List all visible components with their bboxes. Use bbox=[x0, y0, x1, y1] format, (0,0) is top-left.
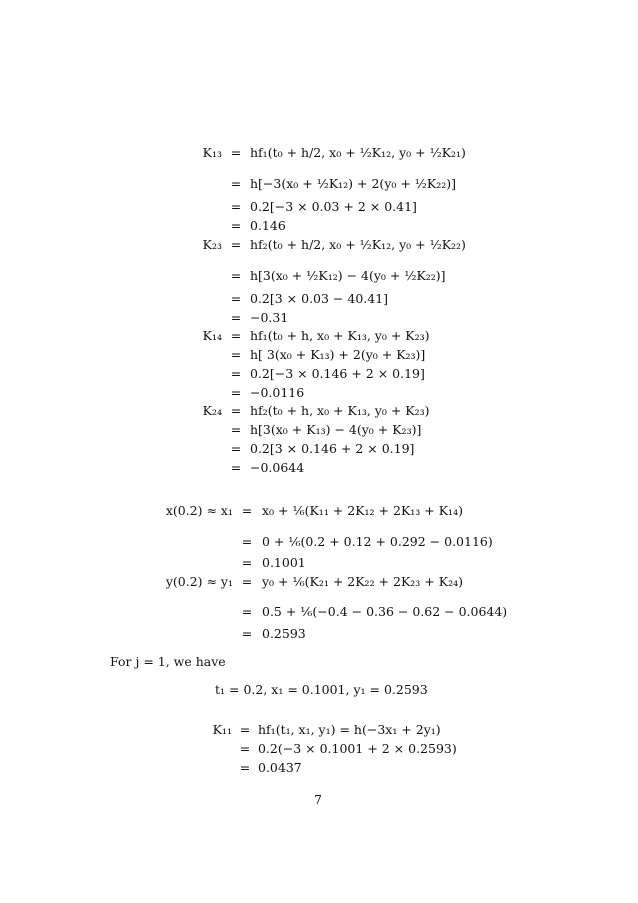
values-line: t₁ = 0.2, x₁ = 0.1001, y₁ = 0.2593 bbox=[215, 682, 428, 697]
equation-row-relation: = bbox=[230, 237, 242, 252]
result-row-relation: = bbox=[241, 555, 253, 570]
equation-row-lhs: K₂₄ bbox=[202, 403, 222, 418]
k11-row-rhs: hf₁(t₁, x₁, y₁) = h(−3x₁ + 2y₁) bbox=[258, 722, 441, 737]
page-number: 7 bbox=[314, 792, 322, 807]
equation-row-lhs: K₁₄ bbox=[202, 328, 222, 343]
equation-row-rhs: −0.0644 bbox=[250, 460, 305, 475]
equation-row-rhs: hf₁(t₀ + h, x₀ + K₁₃, y₀ + K₂₃) bbox=[250, 328, 430, 343]
equation-row-rhs: 0.2[−3 × 0.146 + 2 × 0.19] bbox=[250, 366, 425, 381]
result-row-rhs: 0 + ⅙(0.2 + 0.12 + 0.292 − 0.0116) bbox=[262, 534, 493, 549]
equation-row-rhs: 0.2[−3 × 0.03 + 2 × 0.41] bbox=[250, 199, 417, 214]
k11-row-rhs: 0.2(−3 × 0.1001 + 2 × 0.2593) bbox=[258, 741, 457, 756]
equation-row-relation: = bbox=[230, 347, 242, 362]
equation-row-relation: = bbox=[230, 385, 242, 400]
equation-row-rhs: −0.31 bbox=[250, 310, 289, 325]
equation-row-relation: = bbox=[230, 422, 242, 437]
result-row-relation: = bbox=[241, 503, 253, 518]
equation-row-rhs: h[3(x₀ + K₁₃) − 4(y₀ + K₂₃)] bbox=[250, 422, 422, 437]
result-row-rhs: 0.2593 bbox=[262, 626, 306, 641]
paragraph-for-j: For j = 1, we have bbox=[110, 654, 226, 669]
equation-row-rhs: 0.146 bbox=[250, 218, 286, 233]
equation-row-relation: = bbox=[230, 145, 242, 160]
result-row-relation: = bbox=[241, 534, 253, 549]
k11-row-lhs: K₁₁ bbox=[212, 722, 232, 737]
result-row-relation: = bbox=[241, 574, 253, 589]
result-row-rhs: y₀ + ⅙(K₂₁ + 2K₂₂ + 2K₂₃ + K₂₄) bbox=[262, 574, 463, 589]
equation-row-relation: = bbox=[230, 176, 242, 191]
equation-row-relation: = bbox=[230, 460, 242, 475]
equation-row-lhs: K₁₃ bbox=[202, 145, 222, 160]
equation-row-rhs: 0.2[3 × 0.146 + 2 × 0.19] bbox=[250, 441, 415, 456]
equation-row-rhs: h[−3(x₀ + ½K₁₂) + 2(y₀ + ½K₂₂)] bbox=[250, 176, 457, 191]
k11-row-rhs: 0.0437 bbox=[258, 760, 302, 775]
equation-row-rhs: 0.2[3 × 0.03 − 40.41] bbox=[250, 291, 389, 306]
equation-row-rhs: hf₂(t₀ + h/2, x₀ + ½K₁₂, y₀ + ½K₂₂) bbox=[250, 237, 466, 252]
equation-row-relation: = bbox=[230, 441, 242, 456]
equation-row-rhs: h[ 3(x₀ + K₁₃) + 2(y₀ + K₂₃)] bbox=[250, 347, 426, 362]
result-row-relation: = bbox=[241, 604, 253, 619]
equation-row-relation: = bbox=[230, 403, 242, 418]
equation-row-relation: = bbox=[230, 291, 242, 306]
result-row-rhs: x₀ + ⅙(K₁₁ + 2K₁₂ + 2K₁₃ + K₁₄) bbox=[262, 503, 463, 518]
result-row-lhs: x(0.2) ≈ x₁ bbox=[165, 503, 233, 518]
equation-row-relation: = bbox=[230, 310, 242, 325]
equation-row-relation: = bbox=[230, 366, 242, 381]
equation-row-rhs: hf₂(t₀ + h, x₀ + K₁₃, y₀ + K₂₃) bbox=[250, 403, 430, 418]
result-row-rhs: 0.1001 bbox=[262, 555, 306, 570]
equation-row-rhs: h[3(x₀ + ½K₁₂) − 4(y₀ + ½K₂₂)] bbox=[250, 268, 446, 283]
result-row-relation: = bbox=[241, 626, 253, 641]
k11-row-relation: = bbox=[239, 741, 251, 756]
k11-row-relation: = bbox=[239, 722, 251, 737]
result-row-lhs: y(0.2) ≈ y₁ bbox=[165, 574, 233, 589]
equation-row-lhs: K₂₃ bbox=[202, 237, 222, 252]
equation-row-relation: = bbox=[230, 328, 242, 343]
equation-row-relation: = bbox=[230, 268, 242, 283]
k11-row-relation: = bbox=[239, 760, 251, 775]
equation-row-relation: = bbox=[230, 199, 242, 214]
equation-row-relation: = bbox=[230, 218, 242, 233]
equation-row-rhs: hf₁(t₀ + h/2, x₀ + ½K₁₂, y₀ + ½K₂₁) bbox=[250, 145, 466, 160]
equation-row-rhs: −0.0116 bbox=[250, 385, 305, 400]
result-row-rhs: 0.5 + ⅙(−0.4 − 0.36 − 0.62 − 0.0644) bbox=[262, 604, 508, 619]
